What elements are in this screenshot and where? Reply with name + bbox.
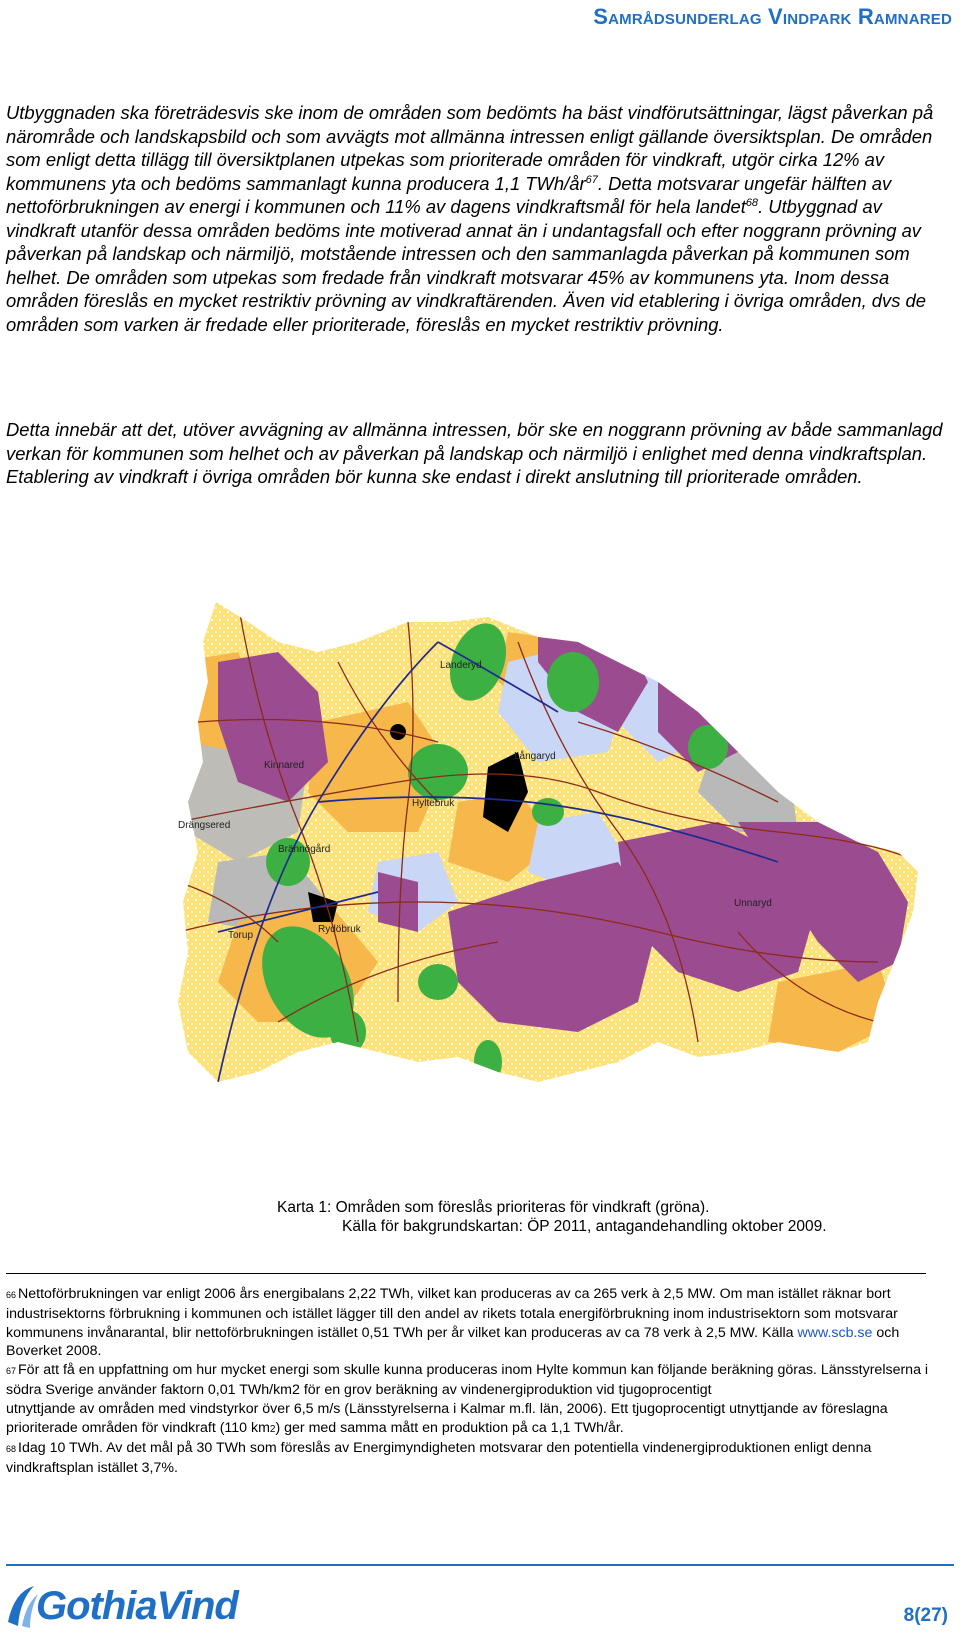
body-paragraph-1 xyxy=(6,101,951,336)
scb-link[interactable]: www.scb.se xyxy=(797,1324,873,1341)
svg-text:Drängsered: Drängsered xyxy=(178,820,231,831)
footnote-subscript: 2 xyxy=(269,1423,276,1435)
document-header-title: Samrådsunderlag Vindpark Ramnared xyxy=(593,4,952,29)
footnote-text: och Boverket 2008. xyxy=(6,1324,900,1360)
footnote-66 xyxy=(6,1285,946,1361)
paragraph-text: Utbyggnaden ska företrädesvis ske inom de områden som bedömts ha bäst vindförutsättningar, lägst påverkan på närområde och landskapsbild och som avvägts mot allmänna intressen enligt gällande översiktsplan. De områden som enligt detta tillägg till översiktplanen utpekas som prioriterade områden för vindkraft, utgör cirka 12% av kommunens yta och bedöms sammanlagt kunna producera 1,1 TWh/år xyxy=(6,102,934,194)
footnote-67-cont xyxy=(6,1400,946,1440)
page-number: 8(27) xyxy=(903,1605,948,1626)
footnote-text: Nettoförbrukningen var enligt 2006 års energibalans 2,22 TWh, vilket kan produceras av ca 265 verk à 2,5 MW. Om man istället räknar bort industrisektorns förbrukning i kommunen och istället lägger till den andel av rikets totala energiförbrukning inom industrisektorn som motsvarar kommunens invånarantal, blir nettoförbrukningen istället 0,51 TWh per år vilket kan produceras av ca 78 verk à 2,5 MW. Källa xyxy=(6,1286,898,1341)
footnote-number: 67 xyxy=(6,1366,17,1377)
svg-text:Brännögård: Brännögård xyxy=(278,844,331,855)
municipality-map xyxy=(178,602,923,1197)
svg-text:Rydöbruk: Rydöbruk xyxy=(318,924,361,935)
svg-text:Unnaryd: Unnaryd xyxy=(734,898,772,909)
svg-text:Kinnared: Kinnared xyxy=(264,760,305,771)
footnote-number: 66 xyxy=(6,1290,17,1300)
footnote-text: För att få en uppfattning om hur mycket energi som skulle kunna produceras inom Hylte kommun kan följande beräkning göras. Länsstyrelserna i södra Sverige använder faktorn 0,01 TWh/km2 för en grov beräkning av vindenergiproduktion vid tjugoprocentigt xyxy=(6,1362,929,1398)
svg-text:Landeryd: Landeryd xyxy=(440,660,482,671)
footnote-67 xyxy=(6,1361,946,1400)
map-caption-line1: Karta 1: Områden som föreslås prioriteras för vindkraft (gröna). xyxy=(277,1199,710,1216)
footnote-68 xyxy=(6,1439,946,1478)
gothiavind-logo xyxy=(4,1582,264,1632)
footer-divider xyxy=(6,1564,954,1566)
logo-text: GothiaVind xyxy=(36,1584,238,1628)
svg-text:Hyltebruk: Hyltebruk xyxy=(412,798,455,809)
svg-text:Långaryd: Långaryd xyxy=(514,751,556,762)
footnote-ref-67[interactable]: 67 xyxy=(585,173,598,186)
paragraph-text: . Detta motsvarar ungefär hälften av nettoförbrukningen av energi i kommunen och 11% av dagens vindkraftsmål för hela landet xyxy=(6,172,892,217)
paragraph-text: . Utbyggnad av vindkraft utanför dessa områden bedöms inte motiverad annat än i undantagsfall och efter noggrann prövning av påverkan på landskap och närmiljö, motstående intressen och den sammanlagda påverkan på kommunen som helhet. De områden som utpekas som fredade från vindkraft motsvarar 45% av kommunens yta. Inom dessa områden föreslås en mycket restriktiv prövning av vindkraftärenden. Även vid etablering i övriga områden, dvs de områden som varken är fredade eller prioriterade, föreslås en mycket restriktiv prövning. xyxy=(6,196,926,335)
map-caption-line2: Källa för bakgrundskartan: ÖP 2011, antagandehandling oktober 2009. xyxy=(342,1218,827,1235)
footnote-text: Idag 10 TWh. Av det mål på 30 TWh som föreslås av Energimyndigheten motsvarar den potentiella vindenergiproduktionen enligt denna vindkraftsplan istället 3,7%. xyxy=(6,1440,872,1477)
svg-text:Torup: Torup xyxy=(228,930,254,941)
body-paragraph-2: Detta innebär att det, utöver avvägning av allmänna intressen, bör ske en noggrann prövning av både sammanlagd verkan för kommunen som helhet och av påverkan på landskap och närmiljö i enlighet med denna vindkraftsplan. Etablering av vindkraft i övriga områden bör kunna ske endast i direkt anslutning till prioriterade områden. xyxy=(6,419,943,487)
footnote-text: utnyttjande av områden med vindstyrkor över 6,5 m/s (Länsstyrelserna i Kalmar m.fl. län, 2006). Ett tjugoprocentigt utnyttjande av föreslagna prioriterade områden för vindkraft (110 km xyxy=(6,1400,888,1436)
footnote-number: 68 xyxy=(6,1444,17,1455)
footnote-text: ) ger med samma mått en produktion på ca 1,1 TWh/år. xyxy=(275,1419,624,1436)
footnote-divider xyxy=(6,1273,926,1274)
footnotes xyxy=(6,1285,946,1478)
footnote-ref-68[interactable]: 68 xyxy=(745,197,759,209)
wind-swoosh-icon xyxy=(4,1582,40,1632)
